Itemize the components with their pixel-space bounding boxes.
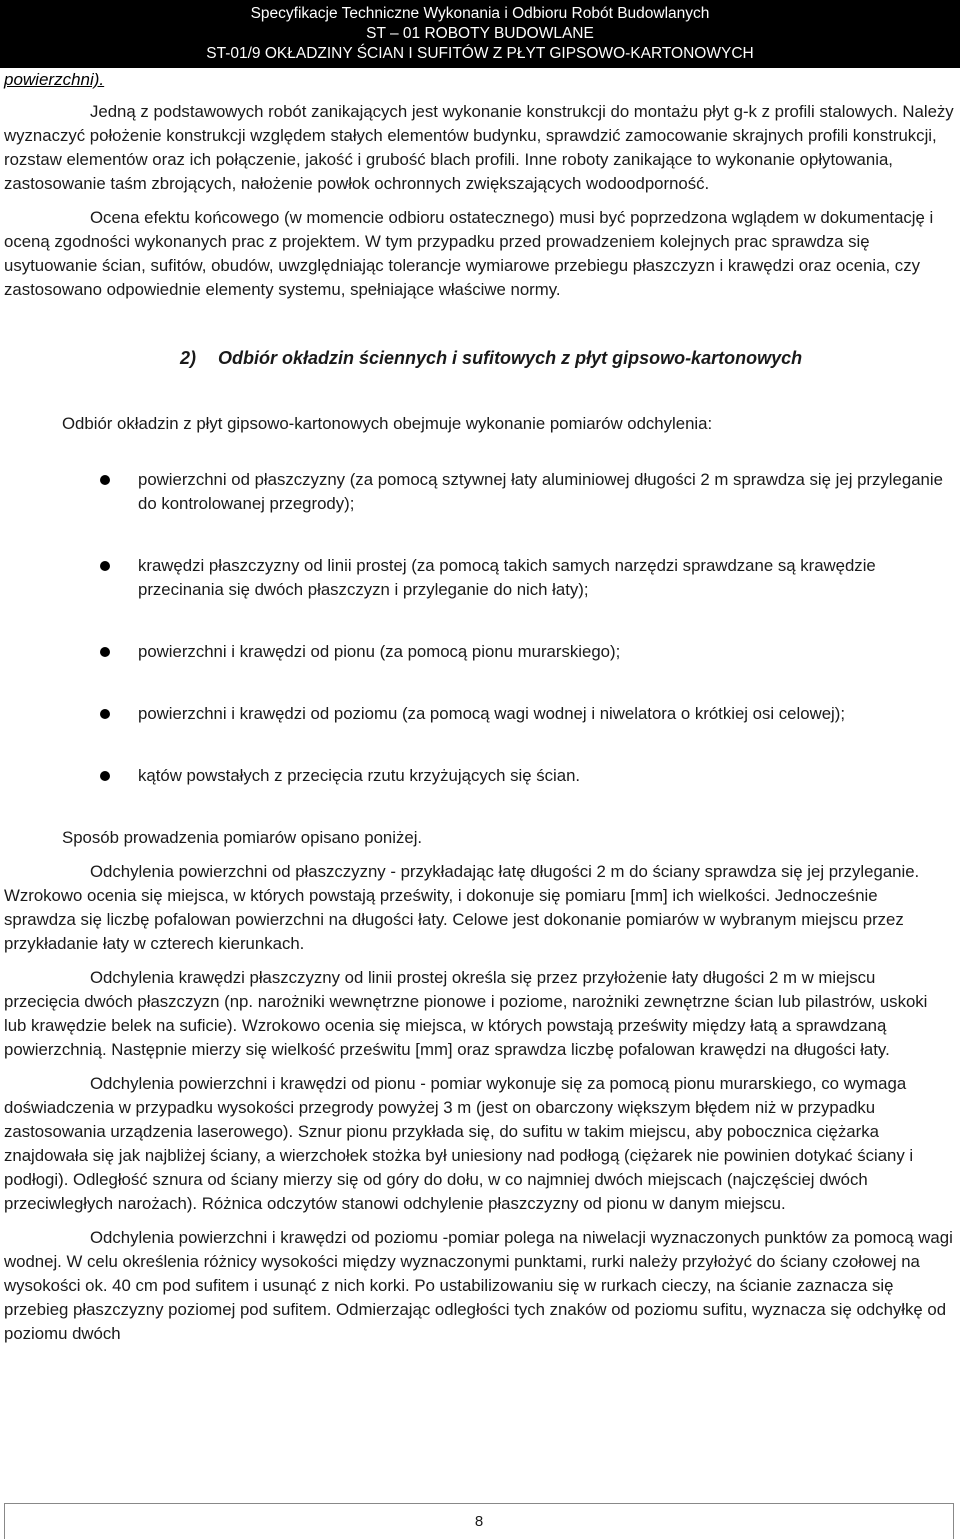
bullet-icon bbox=[100, 561, 110, 571]
bullet-icon bbox=[100, 475, 110, 485]
method-intro: Sposób prowadzenia pomiarów opisano poniżej. bbox=[62, 828, 423, 847]
header-section-code: ST – 01 ROBOTY BUDOWLANE bbox=[366, 25, 594, 42]
document-header bbox=[0, 0, 960, 68]
list-item: krawędzi płaszczyzny od linii prostej (za pomocą takich samych narzędzi sprawdzane są krawędzie przecinania się dwóch płaszczyzn i przyleganie do nich łaty); bbox=[4, 554, 954, 602]
bullet-icon bbox=[100, 647, 110, 657]
list-item: powierzchni i krawędzi od poziomu (za pomocą wagi wodnej i niwelatora o krótkiej osi celowej); bbox=[4, 702, 954, 726]
measurement-list bbox=[4, 468, 954, 788]
list-item: kątów powstałych z przecięcia rzutu krzyżujących się ścian. bbox=[4, 764, 954, 788]
paragraph-hidden-works: Jedną z podstawowych robót zanikających jest wykonanie konstrukcji do montażu płyt g-k z profili stalowych. Należy wyznaczyć położenie konstrukcji względem stałych elementów budynku, sprawdzić zamocowanie skrajnych profili konstrukcji, rozstaw elementów oraz ich połączenie, jakość i grubość blach profili. Inne roboty zanikające to wykonanie opłytowania, zastosowanie taśm zbrojących, nałożenie powłok ochronnych zwiększających wodoodporność. bbox=[4, 102, 954, 193]
paragraph-plane-deviation: Odchylenia powierzchni od płaszczyzny - przykładając łatę długości 2 m do ściany sprawdza się jej przyleganie. Wzrokowo ocenia się miejsca, w których powstają prześwity, i dokonuje się pomiaru [mm] ich wielkości. Jednocześnie sprawdza się liczbę pofalowan powierzchni na długości łaty. Celowe jest dokonanie pomiarów w wybranym miejscu przez przykładanie łaty w czterech kierunkach. bbox=[4, 862, 920, 953]
header-subsection-title: ST-01/9 OKŁADZINY ŚCIAN I SUFITÓW Z PŁYT GIPSOWO-KARTONOWYCH bbox=[206, 45, 754, 62]
paragraph-edge-deviation: Odchylenia krawędzi płaszczyzny od linii prostej określa się przez przyłożenie łaty długości 2 m w miejscu przecięcia dwóch płaszczyzn (np. narożniki wewnętrzne pionowe i poziome, narożniki zewnętrzne ścian lub pilastrów, uskoki lub krawędzie belek na suficie). Wzrokowo ocenia się miejsca, w których powstają prześwity między łatą a sprawdzaną powierzchnią. Następnie mierzy się wielkość prześwitu [mm] oraz sprawdza liczbę pofalowan krawędzi na długości łaty. bbox=[4, 968, 928, 1059]
header-spec-title: Specyfikacje Techniczne Wykonania i Odbioru Robót Budowlanych bbox=[250, 5, 710, 22]
bullet-icon bbox=[100, 771, 110, 781]
section-heading bbox=[180, 346, 954, 370]
list-item: powierzchni i krawędzi od pionu (za pomocą pionu murarskiego); bbox=[4, 640, 954, 664]
paragraph-final-assessment: Ocena efektu końcowego (w momencie odbioru ostatecznego) musi być poprzedzona wglądem w dokumentację i oceną zgodności wykonanych prac z projektem. W tym przypadku przed prowadzeniem kolejnych prac sprawdza się usytuowanie ścian, sufitów, obudów, uwzględniając tolerancje wymiarowe przebiegu płaszczyzn i krawędzi oraz ocenia, czy zastosowano odpowiednie elementy systemu, spełniające właściwe normy. bbox=[4, 208, 934, 299]
paragraph-vertical-deviation: Odchylenia powierzchni i krawędzi od pionu - pomiar wykonuje się za pomocą pionu murarskiego, co wymaga doświadczenia w przypadku wysokości przegrody powyżej 3 m (jest on obarczony większym błędem niż w przypadku zastosowania urządzenia laserowego). Sznur pionu przykłada się, do sufitu w takim miejscu, aby pobocznica ciężarka znajdowała się jak najbliżej ściany, a wierzchołek stożka był uniesiony nad podłogą (ciężarek nie powinien dotykać ściany i podłogi). Odległość sznura od ściany mierzy się od góry do dołu, w co najmniej dwóch miejscach (najczęściej dwóch przeciwległych narożach). Różnica odczytów stanowi odchylenie płaszczyzny od pionu w danym miejscu. bbox=[4, 1074, 914, 1213]
section-number: 2) bbox=[180, 348, 197, 368]
continued-text-fragment: powierzchni). bbox=[4, 70, 105, 89]
page-body bbox=[4, 100, 954, 1346]
page-footer bbox=[4, 1503, 954, 1539]
section-title: Odbiór okładzin ściennych i sufitowych z płyt gipsowo-kartonowych bbox=[218, 348, 803, 368]
bullet-icon bbox=[100, 709, 110, 719]
page-number: 8 bbox=[474, 1513, 484, 1530]
paragraph-horizontal-deviation: Odchylenia powierzchni i krawędzi od poziomu -pomiar polega na niwelacji wyznaczonych punktów za pomocą wagi wodnej. W celu określenia różnicy wysokości między wyznaczonymi punktami, rurki należy przyłożyć do ściany czołowej na wysokości ok. 40 cm pod sufitem i usunąć z nich korki. Po ustabilizowaniu się w rurkach cieczy, na ścianie zaznacza się przebieg płaszczyzny poziomej pod sufitem. Odmierzając odległości tych znaków od poziomu sufitu, wyznacza się odchyłkę od poziomu dwóch bbox=[4, 1228, 953, 1343]
list-item: powierzchni od płaszczyzny (za pomocą sztywnej łaty aluminiowej długości 2 m sprawdza się jej przyleganie do kontrolowanej przegrody); bbox=[4, 468, 954, 516]
measurements-intro: Odbiór okładzin z płyt gipsowo-kartonowych obejmuje wykonanie pomiarów odchylenia: bbox=[62, 414, 713, 433]
